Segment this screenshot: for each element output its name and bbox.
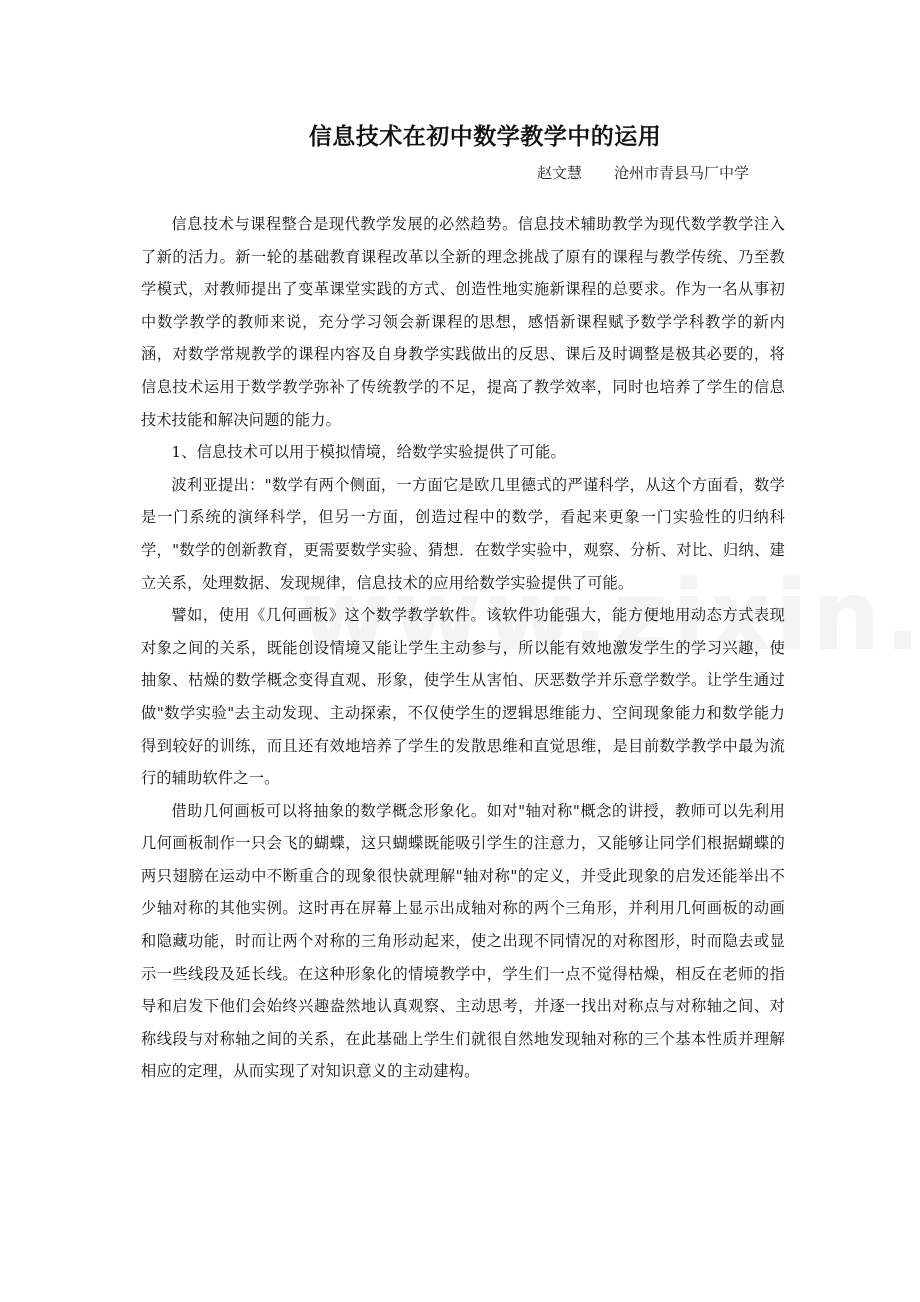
paragraph-geometry-software: 譬如，使用《几何画板》这个数学教学软件。该软件功能强大，能方便地用动态方式表现对象之间的关系，既能创设情境又能让学生主动参与，所以能有效地激发学生的学习兴趣，使抽象、枯燥的数学概念变得直观、形象，使学生从害怕、厌恶数学并乐意学数学。让学生通过做"数学实验"去主动发现、主动探索，不仅使学生的逻辑思维能力、空间现象能力和数学能力得到较好的训练，而且还有效地培养了学生的发散思维和直觉思维，是目前数学教学中最为流行的辅助软件之一。: [141, 606, 785, 788]
author-school: 沧州市青县马厂中学: [614, 164, 750, 182]
paragraph-polya: 波利亚提出："数学有两个侧面，一方面它是欧几里德式的严谨科学，从这个方面看，数学是一门系统的演绎科学，但另一方面，创造过程中的数学，看起来更象一门实验性的归纳科学，"数学的创新教育，更需要数学实验、猜想．在数学实验中，观察、分析、对比、归纳、建立关系，处理数据、发现规律，信息技术的应用给数学实验提供了可能。: [141, 475, 785, 592]
author-name: 赵文慧: [537, 164, 583, 182]
paragraph-intro: 信息技术与课程整合是现代教学发展的必然趋势。信息技术辅助教学为现代数学教学注入了新的活力。新一轮的基础教育课程改革以全新的理念挑战了原有的课程与教学传统、乃至教学模式，对教师提出了变革课堂实践的方式、创造性地实施新课程的总要求。作为一名从事初中数学教学的教师来说，充分学习领会新课程的思想，感悟新课程赋予数学学科教学的新内涵，对数学常规教学的课程内容及自身教学实践做出的反思、课后及时调整是极其必要的，将信息技术运用于数学教学弥补了传统教学的不足，提高了教学效率，同时也培养了学生的信息技术技能和解决问题的能力。: [141, 215, 785, 429]
document-title: 信息技术在初中数学教学中的运用: [308, 124, 662, 150]
paragraph-axis-symmetry: 借助几何画板可以将抽象的数学概念形象化。如对"轴对称"概念的讲授，教师可以先利用几何画板制作一只会飞的蝴蝶，这只蝴蝶既能吸引学生的注意力，又能够让同学们根据蝴蝶的两只翅膀在运动中不断重合的现象很快就理解"轴对称"的定义，并受此现象的启发还能举出不少轴对称的其他实例。这时再在屏幕上显示出成轴对称的两个三角形，并利用几何画板的动画和隐藏功能，时而让两个对称的三角形动起来，使之出现不同情况的对称图形，时而隐去或显示一些线段及延长线。在这种形象化的情境教学中，学生们一点不觉得枯燥，相反在老师的指导和启发下他们会始终兴趣盎然地认真观察、主动思考，并逐一找出对称点与对称轴之间、对称线段与对称轴之间的关系，在此基础上学生们就很自然地发现轴对称的三个基本性质并理解相应的定理，从而实现了对知识意义的主动建构。: [141, 801, 785, 1081]
byline: [537, 162, 749, 183]
document-body: [141, 208, 785, 1088]
paragraph-section-heading: 1、信息技术可以用于模拟情境，给数学实验提供了可能。: [171, 443, 566, 462]
